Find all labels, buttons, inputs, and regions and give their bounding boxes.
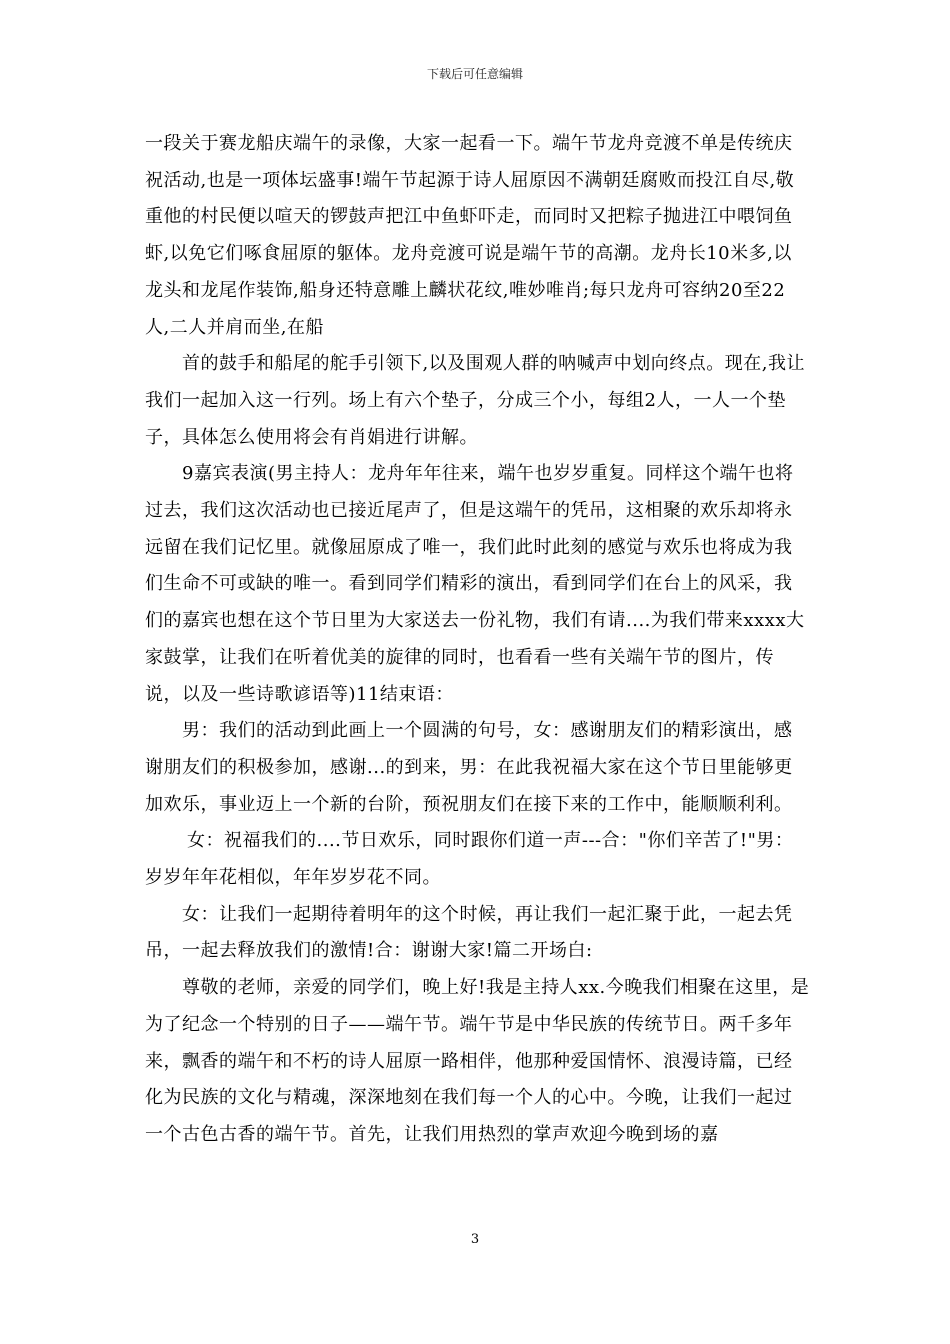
paragraph-festival-wishes: 女：祝福我们的....节日欢乐，同时跟你们道一声---合："你们辛苦了!"男：岁岁年年花相似，年年岁岁花不同。	[145, 830, 794, 889]
paragraph-opening-speech: 尊敬的老师，亲爱的同学们，晚上好!我是主持人xx.今晚我们相聚在这里，是为了纪念一个特别的日子——端午节。端午节是中华民族的传统节日。两千多年来，飘香的端午和不朽的诗人屈原一路相伴，他那种爱国情怀、浪漫诗篇，已经化为民族的文化与精魂，深深地刻在我们每一个人的心中。今晚，让我们一起过一个古色古香的端午节。首先，让我们用热烈的掌声欢迎今晚到场的嘉	[145, 977, 810, 1145]
paragraph-closing-remarks: 男：我们的活动到此画上一个圆满的句号，女：感谢朋友们的精彩演出，感谢朋友们的积极参加，感谢...的到来，男：在此我祝福大家在这个节日里能够更加欢乐，事业迈上一个新的台阶，预祝朋友们在接下来的工作中，能顺顺利利。	[145, 720, 793, 815]
paragraph-guest-performance: 9嘉宾表演(男主持人：龙舟年年往来，端午也岁岁重复。同样这个端午也将过去，我们这次活动也已接近尾声了，但是这端午的凭吊，这相聚的欢乐却将永远留在我们记忆里。就像屈原成了唯一，我们此时此刻的感觉与欢乐也将成为我们生命不可或缺的唯一。看到同学们精彩的演出，看到同学们在台上的风采，我们的嘉宾也想在这个节日里为大家送去一份礼物，我们有请....为我们带来xxxx大家鼓掌，让我们在听着优美的旋律的同时，也看看一些有关端午节的图片，传说，以及一些诗歌谚语等)11结束语：	[145, 463, 805, 705]
page-header-note: 下载后可任意编辑	[426, 67, 523, 81]
document-body	[145, 126, 810, 1154]
page-number: 3	[470, 1232, 480, 1247]
paragraph-farewell: 女：让我们一起期待着明年的这个时候，再让我们一起汇聚于此，一起去凭吊，一起去释放我们的激情!合：谢谢大家!篇二开场白:	[145, 903, 793, 962]
paragraph-dragon-boat-video: 一段关于赛龙船庆端午的录像，大家一起看一下。端午节龙舟竞渡不单是传统庆祝活动,也是一项体坛盛事!端午节起源于诗人屈原因不满朝廷腐败而投江自尽,敬重他的村民便以喧天的锣鼓声把江中鱼虾吓走，而同时又把粽子抛进江中喂饲鱼虾,以免它们啄食屈原的躯体。龙舟竞渡可说是端午节的高潮。龙舟长10米多,以龙头和龙尾作装饰,船身还特意雕上麟状花纹,唯妙唯肖;每只龙舟可容纳20至22人,二人并肩而坐,在船	[145, 133, 795, 338]
paragraph-drummer-and-game: 首的鼓手和船尾的舵手引领下,以及围观人群的呐喊声中划向终点。现在,我让我们一起加入这一行列。场上有六个垫子，分成三个小，每组2人，一人一个垫子，具体怎么使用将会有肖娟进行讲解。	[145, 353, 805, 448]
